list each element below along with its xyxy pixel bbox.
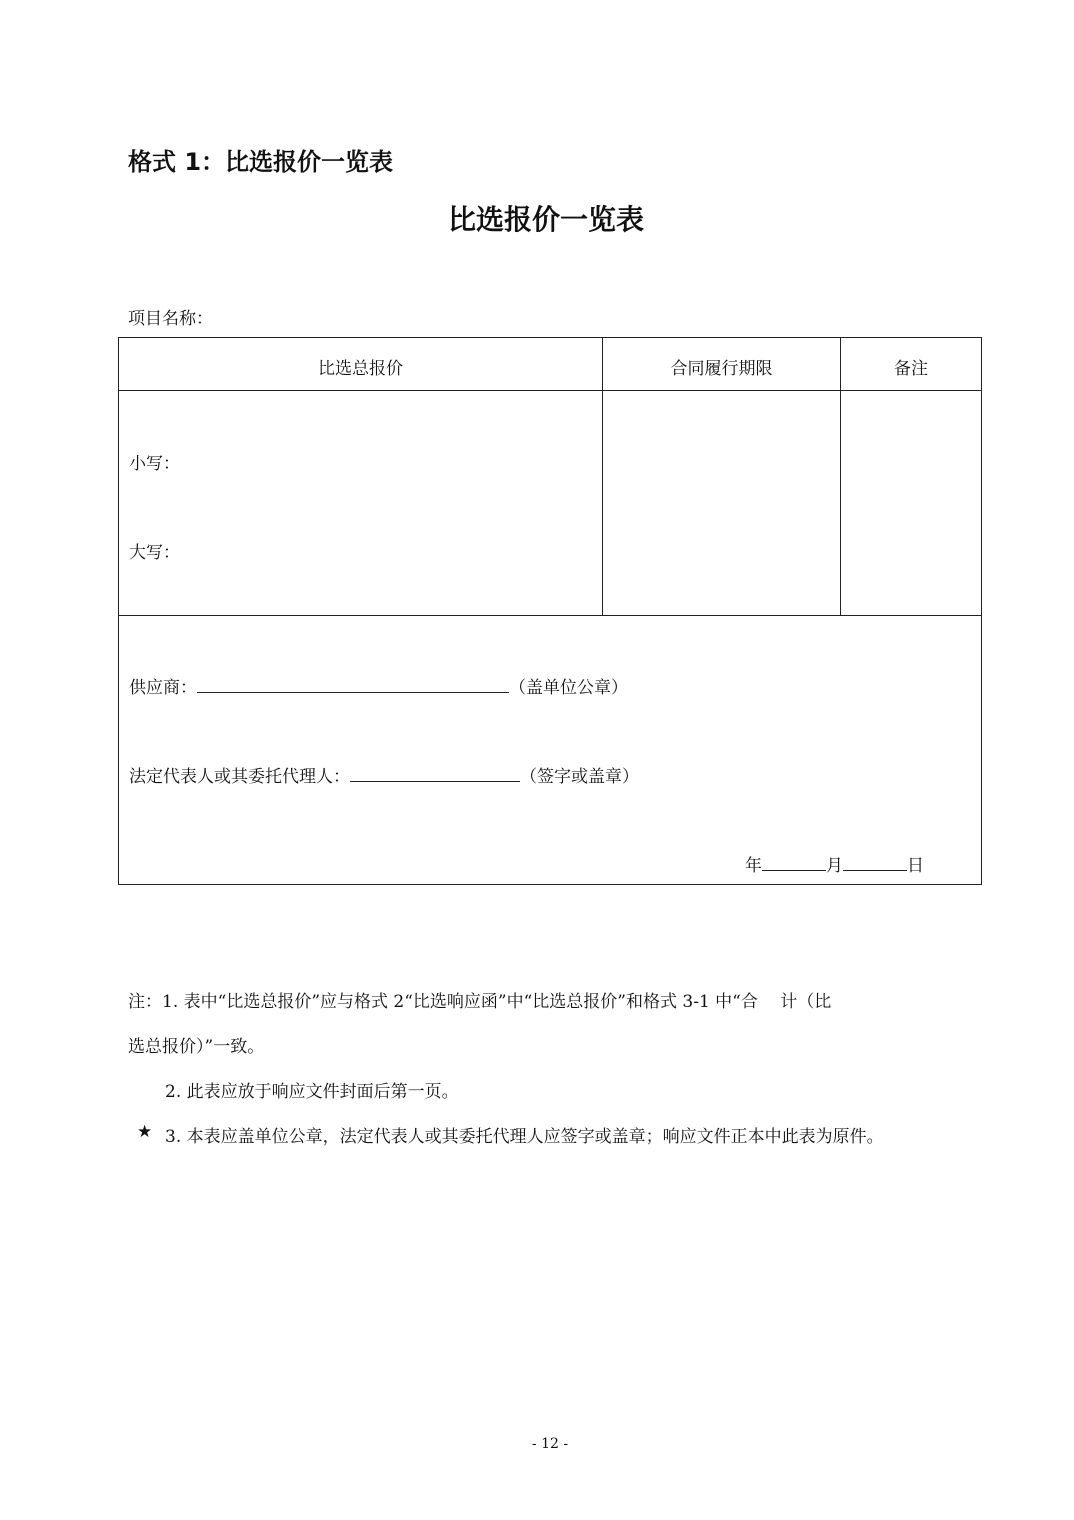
supplier-row (129, 673, 628, 698)
supplier-field[interactable] (197, 676, 509, 693)
note-1-continued: 选总报价）”一致。 (128, 1037, 265, 1057)
month-label: 月 (826, 856, 843, 876)
section-divider (119, 615, 981, 616)
representative-label: 法定代表人或其委托代理人： (129, 767, 350, 787)
header-divider (119, 390, 981, 391)
lowercase-amount-label: 小写： (129, 454, 180, 474)
note-3: 3. 本表应盖单位公章，法定代表人或其委托代理人应签字或盖章；响应文件正本中此表为原件。 (165, 1127, 884, 1147)
page-title: 比选报价一览表 (447, 203, 644, 236)
project-name-label: 项目名称： (128, 309, 213, 329)
format-heading: 格式 1：比选报价一览表 (128, 148, 394, 176)
header-total-quote: 比选总报价 (318, 359, 403, 379)
star-icon: ★ (137, 1122, 153, 1142)
column-divider-1 (602, 338, 603, 615)
year-label: 年 (745, 856, 762, 876)
header-contract-period: 合同履行期限 (670, 359, 773, 379)
day-label: 日 (907, 856, 924, 876)
note-1: 注：1. 表中“比选总报价”应与格式 2“比选响应函”中“比选总报价”和格式 3-1 中“合 计（比 (128, 992, 832, 1012)
note-2: 2. 此表应放于响应文件封面后第一页。 (165, 1082, 459, 1102)
column-divider-2 (840, 338, 841, 615)
uppercase-amount-label: 大写： (129, 543, 180, 563)
page-number: - 12 - (531, 1436, 569, 1452)
representative-field[interactable] (350, 765, 520, 782)
date-row (745, 851, 924, 876)
year-field[interactable] (762, 854, 826, 871)
representative-row (129, 762, 639, 787)
supplier-label: 供应商： (129, 678, 197, 698)
supplier-seal-note: （盖单位公章） (509, 678, 628, 698)
header-remarks: 备注 (894, 359, 928, 379)
quote-table (118, 337, 982, 885)
representative-sign-note: （签字或盖章） (520, 767, 639, 787)
month-field[interactable] (843, 854, 907, 871)
